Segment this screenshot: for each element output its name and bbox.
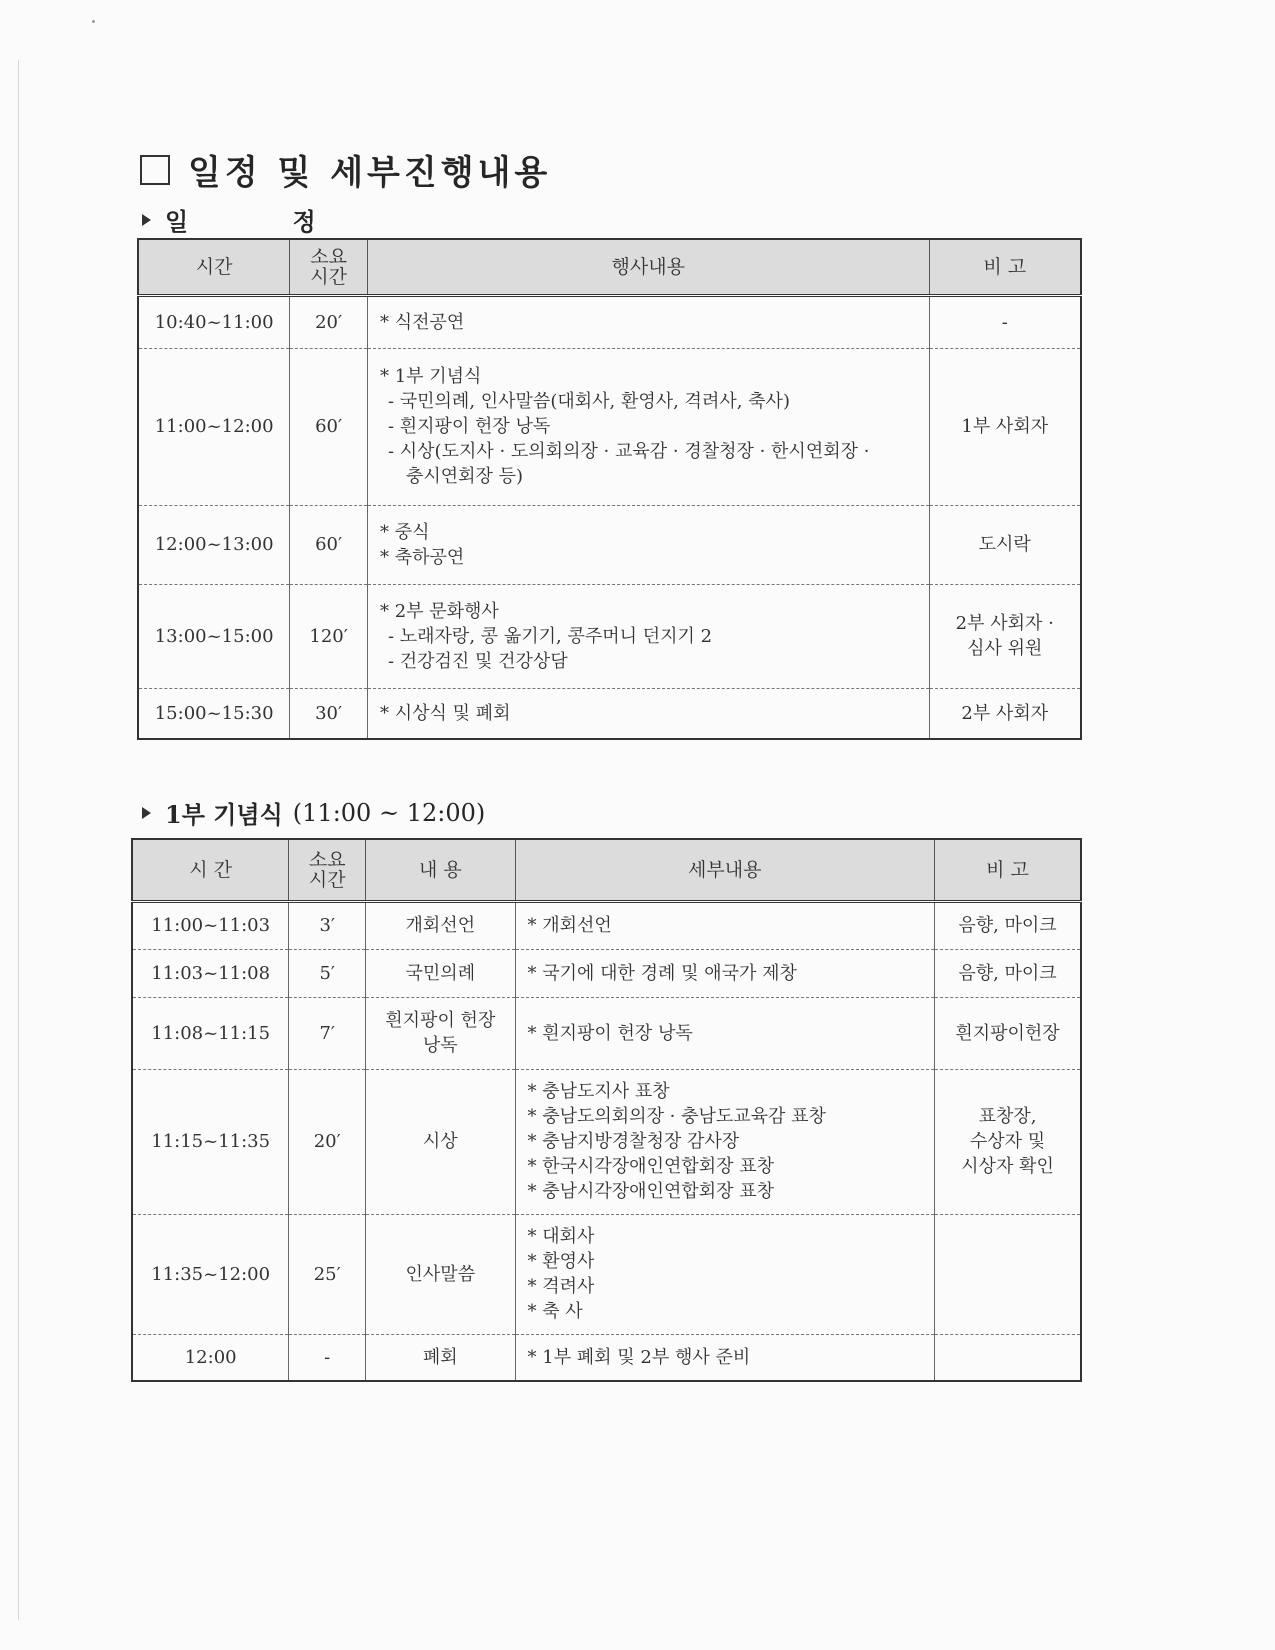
cell-detail (515, 1334, 935, 1381)
cell-note (935, 1214, 1081, 1334)
cell-duration: 25′ (289, 1214, 366, 1334)
table-row (132, 1334, 1081, 1381)
cell-content (367, 295, 929, 348)
detail-line: * 한국시각장애인연합회장 표창 (527, 1156, 775, 1177)
cell-note: 표창장, 수상자 및 시상자 확인 (935, 1069, 1081, 1214)
triangle-bullet-icon (142, 214, 151, 226)
header-note: 비 고 (935, 839, 1081, 901)
cell-duration: 20′ (289, 1069, 366, 1214)
table-row (132, 997, 1081, 1069)
cell-duration: 30′ (290, 688, 368, 739)
content-line: * 2부 문화행사 (379, 600, 499, 622)
cell-item: 개회선언 (366, 901, 515, 949)
cell-note: 1부 사회자 (929, 348, 1081, 505)
cell-detail (515, 1214, 935, 1334)
checkbox-square-icon (140, 155, 170, 185)
content-line: * 식전공연 (379, 311, 465, 333)
detail-line: * 충남도의회의장 · 충남도교육감 표창 (527, 1106, 826, 1127)
cell-note: 음향, 마이크 (935, 901, 1081, 949)
content-line: - 국민의례, 인사말씀(대회사, 환영사, 격려사, 축사) (387, 391, 790, 412)
header-duration: 소요 시간 (290, 239, 368, 295)
cell-time: 13:00~15:00 (138, 584, 290, 688)
cell-item: 흰지팡이 헌장 낭독 (366, 997, 515, 1069)
table-row (138, 348, 1081, 505)
page-edge (18, 60, 19, 1620)
cell-content (367, 348, 929, 505)
detail-line: * 격려사 (527, 1276, 595, 1297)
cell-time: 11:03~11:08 (132, 949, 289, 997)
cell-duration: 5′ (289, 949, 366, 997)
cell-time: 10:40~11:00 (138, 295, 290, 348)
cell-time: 11:08~11:15 (132, 997, 289, 1069)
detail-line: * 개회선언 (527, 915, 612, 936)
cell-note: - (929, 295, 1081, 348)
cell-item: 인사말씀 (366, 1214, 515, 1334)
detail-line: * 충남시각장애인연합회장 표창 (527, 1181, 775, 1202)
detail-line: * 충남지방경찰청장 감사장 (527, 1131, 740, 1152)
detail-line: * 대회사 (527, 1226, 595, 1247)
table-row (138, 584, 1081, 688)
cell-time: 11:00~11:03 (132, 901, 289, 949)
cell-duration: 60′ (290, 348, 368, 505)
schedule-table (137, 238, 1082, 740)
cell-detail (515, 997, 935, 1069)
content-line: - 흰지팡이 헌장 낭독 (387, 416, 551, 437)
scan-speck (92, 20, 95, 23)
content-line: * 시상식 및 폐회 (379, 702, 511, 724)
table-row (138, 505, 1081, 584)
content-line: * 축하공연 (379, 546, 465, 568)
content-line: - 건강검진 및 건강상담 (387, 650, 568, 672)
header-duration: 소요 시간 (289, 839, 366, 901)
cell-duration: 3′ (289, 901, 366, 949)
cell-item: 국민의례 (366, 949, 515, 997)
detail-line: * 축 사 (527, 1301, 583, 1322)
header-detail: 세부내용 (515, 839, 935, 901)
cell-item: 시상 (366, 1069, 515, 1214)
cell-detail (515, 949, 935, 997)
table-row (138, 688, 1081, 739)
content-line: - 시상(도지사 · 도의회의장 · 교육감 · 경찰청장 · 한시연회장 · (387, 441, 870, 462)
header-item: 내 용 (366, 839, 515, 901)
table-row (132, 949, 1081, 997)
cell-note: 2부 사회자 (929, 688, 1081, 739)
section-ceremony-range: (11:00 ~ 12:00) (292, 798, 486, 827)
header-content: 행사내용 (367, 239, 929, 295)
page-title-text: 일정 및 세부진행내용 (188, 153, 552, 193)
cell-content (367, 505, 929, 584)
table-row (132, 901, 1081, 949)
cell-note: 음향, 마이크 (935, 949, 1081, 997)
detail-line: * 1부 폐회 및 2부 행사 준비 (527, 1346, 751, 1368)
section-ceremony-heading (142, 795, 485, 830)
detail-line: * 환영사 (527, 1251, 595, 1272)
cell-content (367, 584, 929, 688)
detail-line: * 국기에 대한 경례 및 애국가 제창 (527, 962, 797, 984)
content-line: 충시연회장 등) (405, 466, 524, 487)
table-row (132, 1214, 1081, 1334)
cell-time: 12:00~13:00 (138, 505, 290, 584)
table-row (138, 295, 1081, 348)
cell-duration: 120′ (290, 584, 368, 688)
section-schedule-heading (142, 202, 364, 237)
cell-note: 도시락 (929, 505, 1081, 584)
cell-time: 11:15~11:35 (132, 1069, 289, 1214)
cell-detail (515, 1069, 935, 1214)
cell-note: 2부 사회자 · 심사 위원 (929, 584, 1081, 688)
page-title (140, 145, 551, 194)
cell-time: 15:00~15:30 (138, 688, 290, 739)
content-line: * 중식 (379, 521, 430, 543)
detail-line: * 흰지팡이 헌장 낭독 (527, 1022, 693, 1044)
cell-item: 폐회 (366, 1334, 515, 1381)
content-line: - 노래자랑, 콩 옮기기, 콩주머니 던지기 2 (387, 625, 713, 647)
ceremony-table (131, 838, 1082, 1382)
cell-time: 11:00~12:00 (138, 348, 290, 505)
table-row (132, 1069, 1081, 1214)
cell-duration: - (289, 1334, 366, 1381)
cell-note: 흰지팡이헌장 (935, 997, 1081, 1069)
header-time: 시간 (138, 239, 290, 295)
content-line: * 1부 기념식 (379, 366, 482, 387)
cell-detail (515, 901, 935, 949)
section-ceremony-label: 1부 기념식 (165, 800, 283, 829)
triangle-bullet-icon (142, 807, 151, 819)
header-note: 비 고 (929, 239, 1081, 295)
header-time: 시 간 (132, 839, 289, 901)
cell-time: 12:00 (132, 1334, 289, 1381)
cell-duration: 20′ (290, 295, 368, 348)
cell-time: 11:35~12:00 (132, 1214, 289, 1334)
section-schedule-label: 일 정 (165, 207, 364, 236)
cell-note (935, 1334, 1081, 1381)
detail-line: * 충남도지사 표창 (527, 1081, 670, 1102)
cell-content (367, 688, 929, 739)
cell-duration: 7′ (289, 997, 366, 1069)
cell-duration: 60′ (290, 505, 368, 584)
